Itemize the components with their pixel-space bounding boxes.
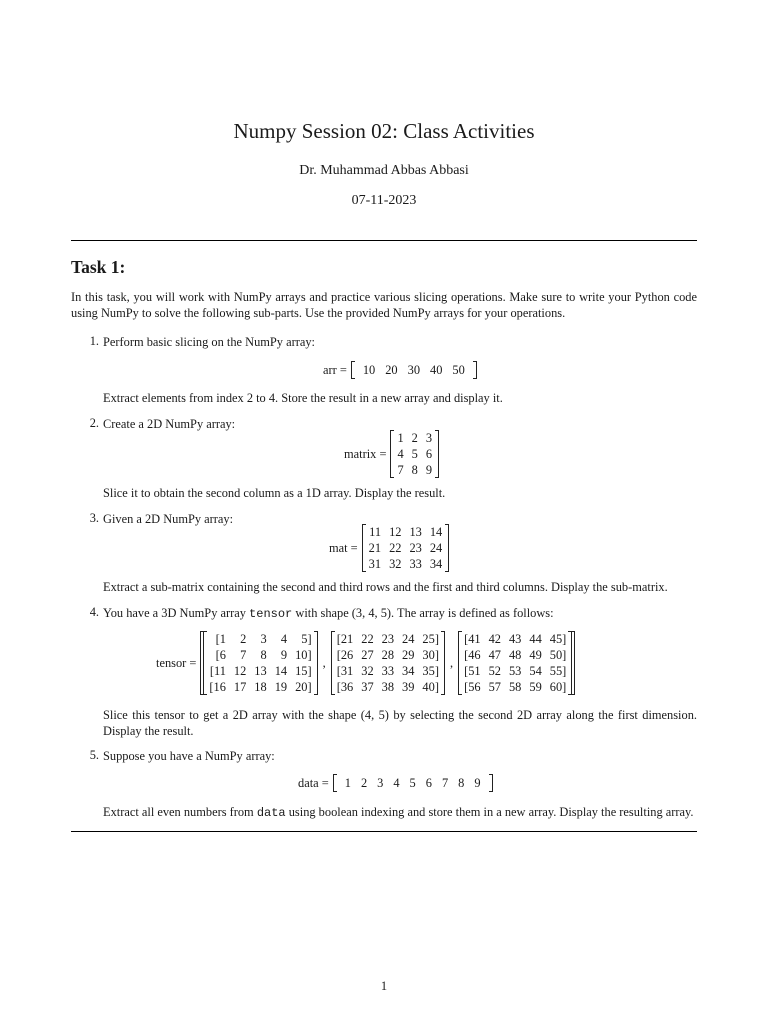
matrix-cell: 11 bbox=[369, 525, 382, 539]
item-number: 1. bbox=[89, 334, 99, 348]
matrix-cell: 34 bbox=[429, 557, 443, 571]
matrix-brackets bbox=[362, 524, 450, 572]
matrix-cell: 48 bbox=[508, 648, 522, 662]
data-vector bbox=[333, 774, 493, 792]
matrix-cell: 59 bbox=[529, 680, 542, 694]
vector-entry: 20 bbox=[385, 363, 398, 377]
matrix-cell: 39 bbox=[402, 680, 415, 694]
matrix-row bbox=[205, 663, 315, 679]
matrix-cell: [36 bbox=[336, 680, 354, 694]
vector-entry: 10 bbox=[362, 363, 376, 377]
task-intro: In this task, you will work with NumPy arrays and practice various slicing operations. Make sure to write your Python code using NumPy to solve the following sub-parts. Use the provided NumPy arrays for your operations. bbox=[71, 290, 697, 320]
matrix-row bbox=[365, 556, 447, 572]
matrix-cell: 37 bbox=[361, 680, 374, 694]
matrix-cell: 5] bbox=[301, 632, 312, 646]
matrix-cell: 58 bbox=[508, 680, 522, 694]
matrix-cell: 49 bbox=[529, 648, 542, 662]
matrix-cell: 14 bbox=[429, 525, 443, 539]
item-prompt: Given a 2D NumPy array: bbox=[103, 512, 234, 526]
instruction-text: Extract all even numbers from bbox=[103, 805, 254, 819]
matrix-cell: 15] bbox=[295, 664, 312, 678]
matrix-cell: 17 bbox=[233, 680, 247, 694]
matrix-cell: 4 bbox=[280, 632, 288, 646]
matrix-cell: 27 bbox=[361, 648, 374, 662]
tensor-block-table bbox=[333, 631, 443, 695]
matrix-equation bbox=[344, 430, 439, 478]
matrix-cell: 29 bbox=[402, 648, 415, 662]
matrix-brackets bbox=[390, 430, 439, 478]
matrix-cell: 5 bbox=[411, 447, 418, 461]
matrix-row bbox=[333, 631, 443, 647]
matrix-cell: 12 bbox=[389, 525, 402, 539]
matrix-row bbox=[460, 663, 570, 679]
matrix-cell: 32 bbox=[361, 664, 374, 678]
matrix-row bbox=[333, 663, 443, 679]
date: 07-11-2023 bbox=[351, 193, 417, 208]
matrix-cell: 7 bbox=[397, 463, 404, 477]
item-instruction: Slice it to obtain the second column as a 1D array. Display the result. bbox=[103, 486, 446, 500]
task-heading: Task 1: bbox=[71, 257, 126, 277]
matrix-cell: 24 bbox=[429, 541, 443, 555]
prompt-text: with shape (3, 4, 5). The array is defined as follows: bbox=[295, 606, 554, 620]
matrix-cell: 23 bbox=[409, 541, 422, 555]
matrix-cell: 13 bbox=[254, 664, 267, 678]
tensor-block bbox=[458, 631, 572, 695]
equation-label: arr = bbox=[323, 362, 347, 377]
equation-label: matrix = bbox=[344, 446, 387, 461]
item-instruction bbox=[103, 804, 697, 821]
matrix-cell: 23 bbox=[381, 632, 395, 646]
matrix-cell: [21 bbox=[336, 632, 354, 646]
equation-label: tensor = bbox=[156, 655, 197, 670]
matrix-cell: 43 bbox=[508, 632, 522, 646]
inline-code: data bbox=[256, 806, 286, 820]
matrix-cell: 33 bbox=[381, 664, 395, 678]
vector-entry: 2 bbox=[360, 776, 368, 790]
matrix-cell: 55] bbox=[549, 664, 567, 678]
matrix-row bbox=[333, 647, 443, 663]
matrix-row bbox=[393, 462, 436, 478]
item-prompt bbox=[103, 605, 697, 622]
matrix-cell: [6 bbox=[215, 648, 226, 662]
vector-entry: 5 bbox=[409, 776, 416, 790]
matrix-row bbox=[393, 446, 436, 462]
matrix-cell: 33 bbox=[409, 557, 422, 571]
matrix-cell: 47 bbox=[488, 648, 501, 662]
matrix-table bbox=[365, 524, 447, 572]
item-instruction: Extract elements from index 2 to 4. Store the result in a new array and display it. bbox=[103, 391, 503, 405]
matrix-cell: 40] bbox=[422, 680, 439, 694]
matrix-row bbox=[460, 631, 570, 647]
vector-entry: 8 bbox=[458, 776, 465, 790]
matrix-cell: 12 bbox=[233, 664, 247, 678]
matrix-cell: 44 bbox=[529, 632, 542, 646]
matrix-cell: 57 bbox=[488, 680, 501, 694]
tensor-block bbox=[331, 631, 445, 695]
item-number: 3. bbox=[89, 511, 99, 525]
matrix-cell: 6 bbox=[425, 447, 433, 461]
vector-entry: 50 bbox=[452, 363, 465, 377]
mat-equation bbox=[329, 524, 449, 572]
item-prompt: Suppose you have a NumPy array: bbox=[103, 749, 275, 763]
block-separator: , bbox=[322, 655, 326, 670]
matrix-row bbox=[205, 631, 315, 647]
item-number: 5. bbox=[89, 748, 99, 762]
matrix-cell: 20] bbox=[295, 680, 312, 694]
tensor-block bbox=[203, 631, 317, 695]
tensor-block-table bbox=[205, 631, 315, 695]
matrix-cell: 13 bbox=[409, 525, 422, 539]
matrix-cell: 38 bbox=[381, 680, 395, 694]
matrix-cell: 35] bbox=[422, 664, 439, 678]
matrix-cell: 21 bbox=[368, 541, 382, 555]
matrix-row bbox=[460, 679, 570, 695]
matrix-cell: 3 bbox=[260, 632, 267, 646]
vector-entry: 30 bbox=[407, 363, 421, 377]
matrix-row bbox=[205, 679, 315, 695]
matrix-cell: 42 bbox=[488, 632, 501, 646]
matrix-cell: [51 bbox=[464, 664, 481, 678]
block-separator: , bbox=[449, 655, 454, 670]
matrix-cell: 60] bbox=[549, 680, 567, 694]
matrix-row bbox=[393, 430, 436, 446]
matrix-cell: 18 bbox=[254, 680, 267, 694]
matrix-cell: [46 bbox=[464, 648, 481, 662]
matrix-cell: 31 bbox=[368, 557, 382, 571]
matrix-cell: 2 bbox=[240, 632, 247, 646]
matrix-cell: 8 bbox=[260, 648, 267, 662]
matrix-cell: 22 bbox=[361, 632, 374, 646]
matrix-cell: 4 bbox=[397, 447, 404, 461]
matrix-table bbox=[393, 430, 436, 478]
matrix-cell: [16 bbox=[209, 680, 226, 694]
item-prompt: Perform basic slicing on the NumPy array: bbox=[103, 335, 315, 349]
matrix-cell: 54 bbox=[529, 664, 542, 678]
matrix-cell: 19 bbox=[274, 680, 288, 694]
matrix-cell: 9 bbox=[425, 463, 433, 477]
vector-entry: 7 bbox=[441, 776, 449, 790]
item-instruction: Extract a sub-matrix containing the second and third rows and the first and third columns. Display the sub-matrix. bbox=[103, 580, 668, 594]
vector-entry: 4 bbox=[393, 776, 400, 790]
matrix-cell: 9 bbox=[280, 648, 288, 662]
equation-label: mat = bbox=[329, 540, 358, 555]
item-prompt: Create a 2D NumPy array: bbox=[103, 417, 236, 431]
matrix-cell: 30] bbox=[422, 648, 439, 662]
matrix-cell: [41 bbox=[464, 632, 481, 646]
matrix-cell: [26 bbox=[336, 648, 354, 662]
matrix-cell: [56 bbox=[464, 680, 481, 694]
matrix-cell: 1 bbox=[397, 431, 404, 445]
tensor-equation bbox=[156, 631, 575, 695]
matrix-row bbox=[460, 647, 570, 663]
item-number: 4. bbox=[89, 605, 99, 619]
matrix-cell: 2 bbox=[411, 431, 418, 445]
top-rule bbox=[71, 240, 697, 241]
vector-entry: 40 bbox=[430, 363, 443, 377]
matrix-cell: [31 bbox=[336, 664, 354, 678]
matrix-cell: 52 bbox=[488, 664, 501, 678]
tensor-brackets bbox=[200, 631, 575, 695]
matrix-row bbox=[333, 679, 443, 695]
matrix-cell: 34 bbox=[402, 664, 415, 678]
bottom-rule bbox=[71, 831, 697, 832]
page-title: Numpy Session 02: Class Activities bbox=[233, 119, 535, 143]
matrix-cell: 8 bbox=[411, 463, 418, 477]
matrix-cell: 24 bbox=[402, 632, 415, 646]
vector-entry: 6 bbox=[425, 776, 432, 790]
matrix-cell: 7 bbox=[240, 648, 247, 662]
page-number: 1 bbox=[380, 979, 388, 993]
vector-entry: 1 bbox=[344, 776, 351, 790]
matrix-cell: 14 bbox=[274, 664, 288, 678]
matrix-cell: 3 bbox=[425, 431, 433, 445]
matrix-cell: 45] bbox=[549, 632, 567, 646]
matrix-cell: 10] bbox=[295, 648, 312, 662]
matrix-cell: 22 bbox=[389, 541, 402, 555]
matrix-cell: [1 bbox=[215, 632, 226, 646]
data-equation bbox=[298, 774, 493, 792]
matrix-cell: 25] bbox=[422, 632, 439, 646]
equation-label: data = bbox=[298, 775, 329, 790]
author: Dr. Muhammad Abbas Abbasi bbox=[299, 163, 469, 178]
inline-code: tensor bbox=[249, 607, 293, 621]
item-number: 2. bbox=[89, 416, 99, 430]
arr-vector bbox=[351, 361, 477, 379]
prompt-text: You have a 3D NumPy array bbox=[103, 606, 246, 620]
matrix-row bbox=[365, 540, 447, 556]
tensor-block-table bbox=[460, 631, 570, 695]
matrix-cell: 32 bbox=[389, 557, 402, 571]
vector-entry: 9 bbox=[474, 776, 481, 790]
matrix-row bbox=[365, 524, 447, 540]
matrix-cell: [11 bbox=[209, 664, 226, 678]
matrix-row bbox=[205, 647, 315, 663]
arr-equation bbox=[323, 361, 477, 379]
item-instruction: Slice this tensor to get a 2D array with the shape (4, 5) by selecting the second 2D array along the first dimension. Display the result. bbox=[103, 708, 697, 738]
matrix-cell: 53 bbox=[508, 664, 522, 678]
matrix-cell: 28 bbox=[381, 648, 395, 662]
vector-entry: 3 bbox=[377, 776, 384, 790]
matrix-cell: 50] bbox=[549, 648, 567, 662]
instruction-text: using boolean indexing and store them in a new array. Display the resulting array. bbox=[288, 805, 694, 819]
